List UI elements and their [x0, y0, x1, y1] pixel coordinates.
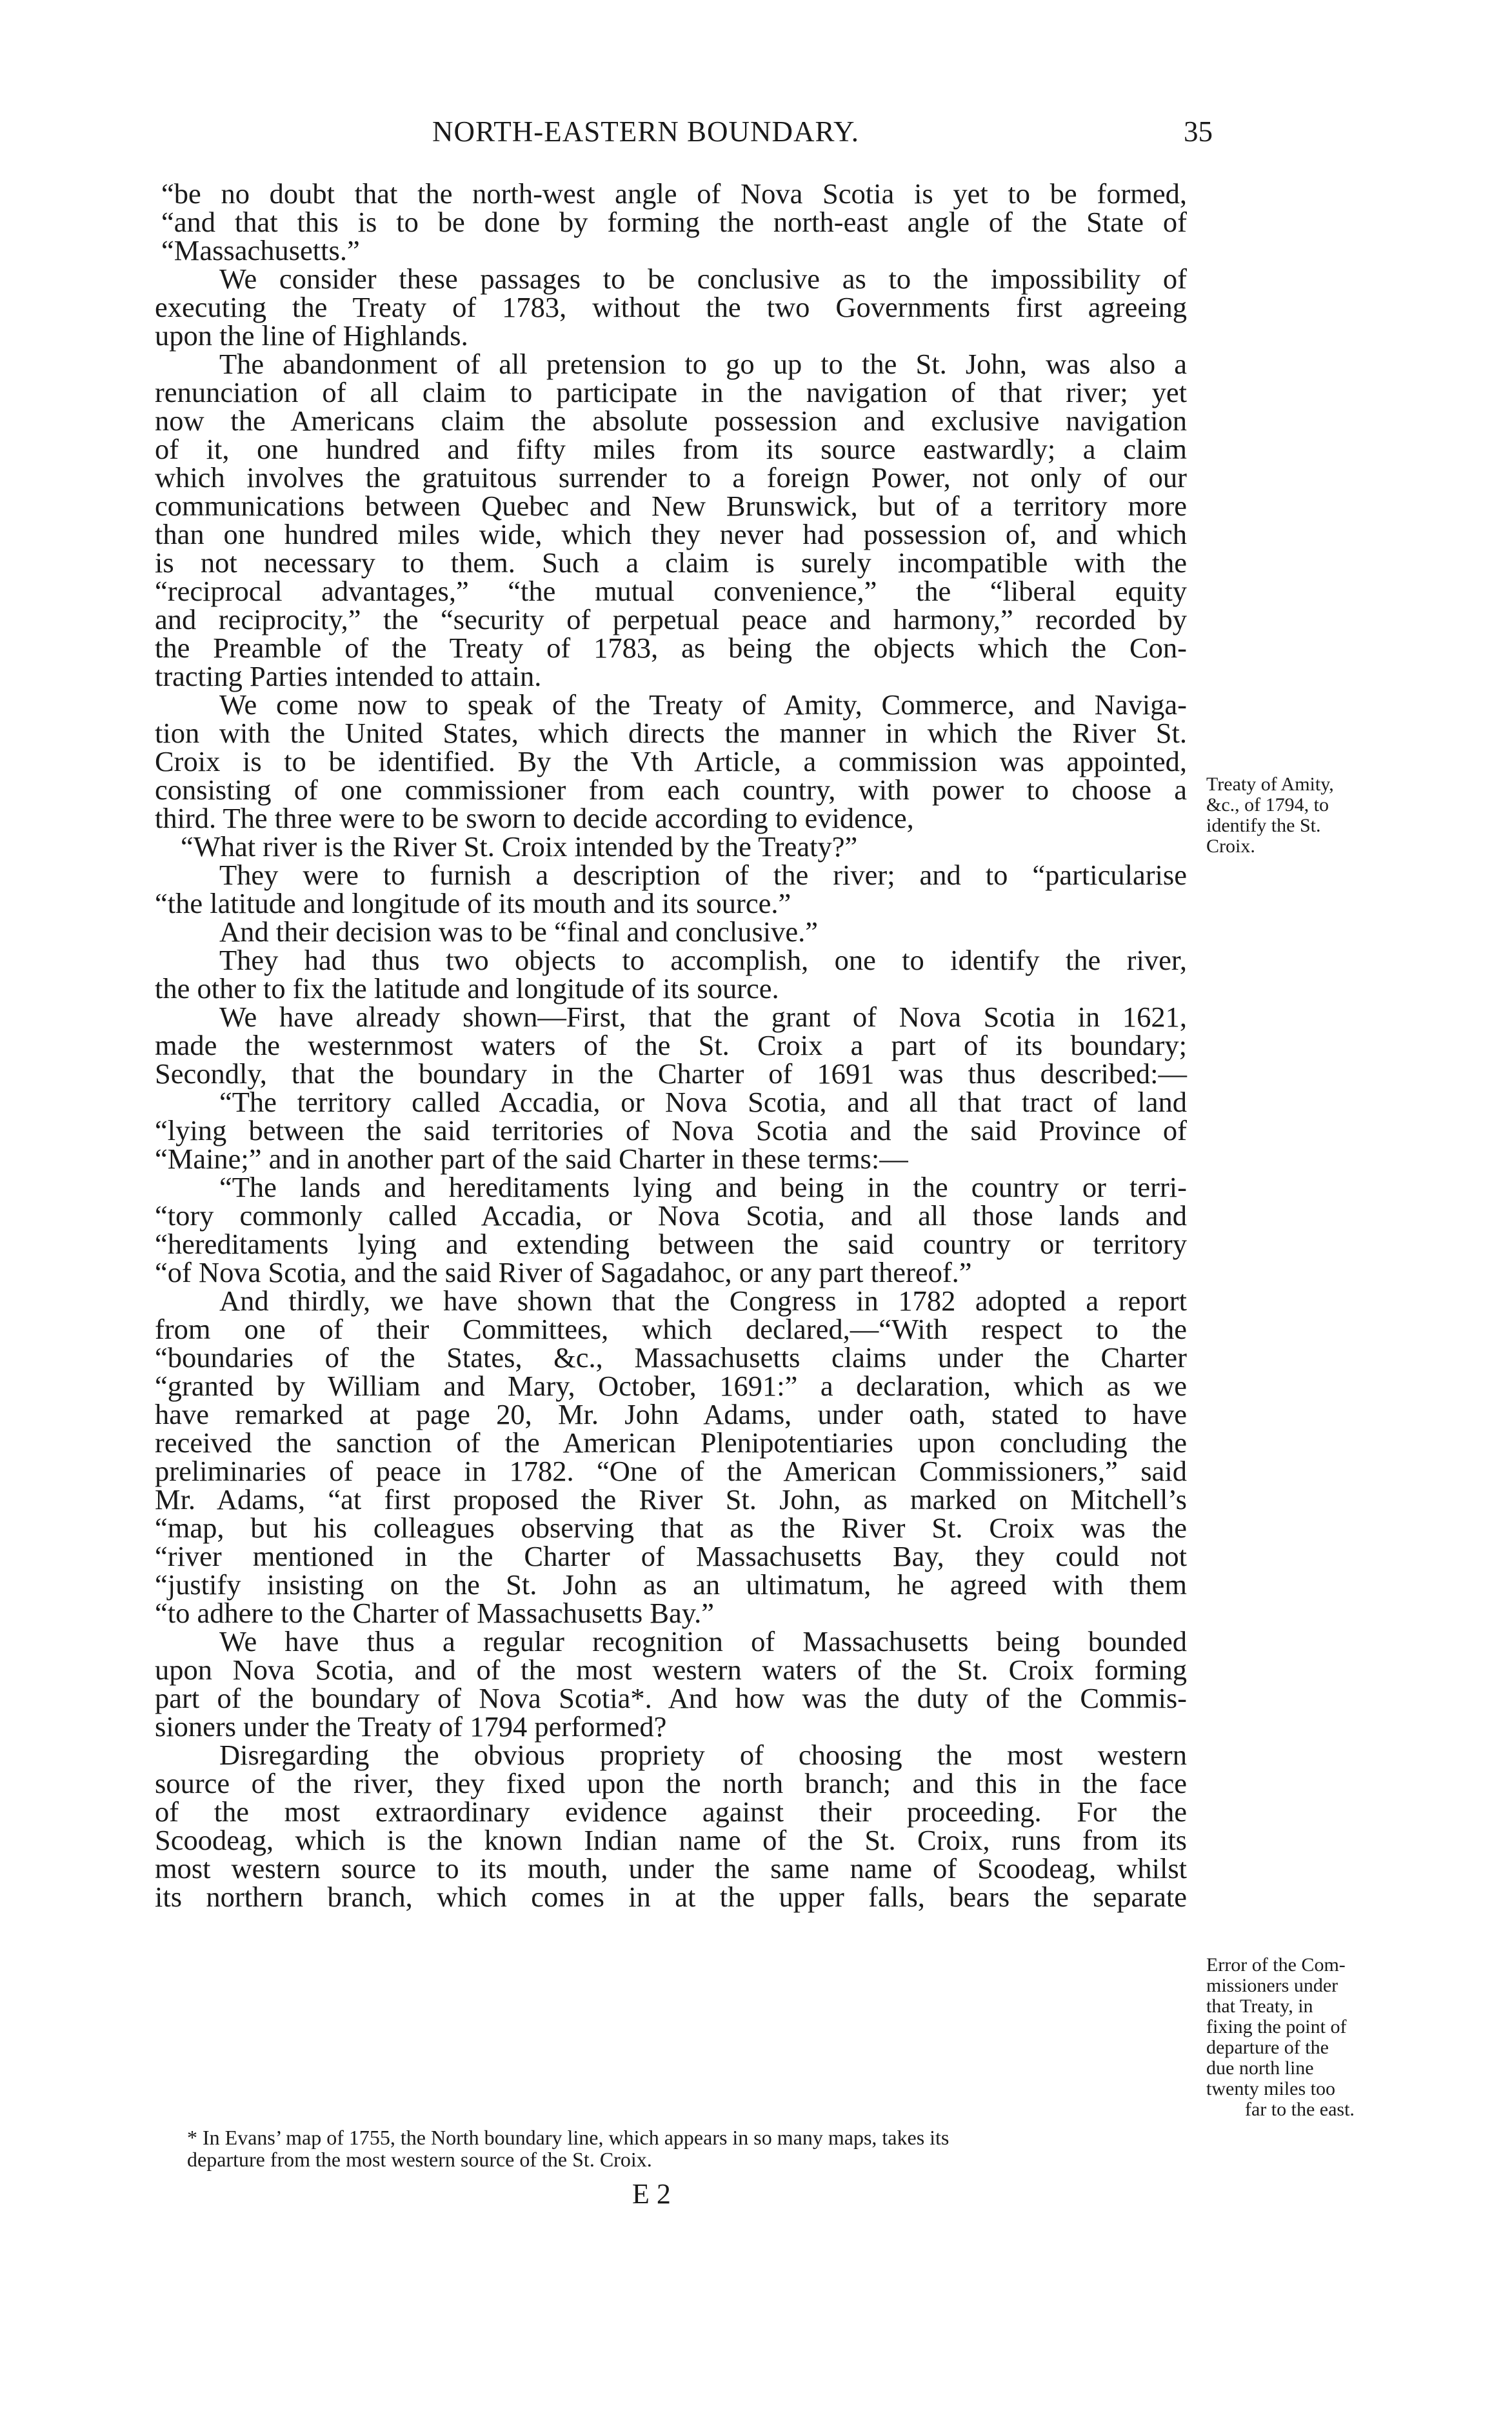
text-line: And thirdly, we have shown that the Congress in 1782 adopted a report — [219, 1285, 1187, 1317]
text-line: “hereditaments lying and extending between the said country or territory — [155, 1228, 1187, 1260]
text-line: tracting Parties intended to attain. — [155, 660, 542, 692]
signature-mark: E 2 — [632, 2178, 671, 2210]
footnote-line: * In Evans’ map of 1755, the North boundary line, which appears in so many maps, takes its — [187, 2126, 950, 2149]
footnote — [187, 2126, 1193, 2170]
text-line: the other to fix the latitude and longitude of its source. — [155, 972, 779, 1005]
margin-note-line: fixing the point of — [1206, 2016, 1347, 2037]
text-line: The abandonment of all pretension to go up to the St. John, was also a — [219, 348, 1187, 380]
text-line: They were to furnish a description of the river; and to “particularise — [219, 859, 1187, 891]
text-line: “river mentioned in the Charter of Massachusetts Bay, they could not — [155, 1540, 1187, 1572]
text-line: “The lands and hereditaments lying and being in the country or terri- — [219, 1171, 1187, 1203]
text-line: is not necessary to them. Such a claim is surely incompatible with the — [155, 546, 1187, 579]
page-header — [155, 115, 1213, 160]
text-line: We have thus a regular recognition of Massachusetts being bounded — [219, 1625, 1187, 1657]
margin-note-line: departure of the — [1206, 2037, 1329, 2058]
margin-note-treaty-of-amity — [1206, 774, 1438, 857]
text-line: its northern branch, which comes in at the upper falls, bears the separate — [155, 1881, 1187, 1913]
text-line: Disregarding the obvious propriety of choosing the most western — [219, 1739, 1187, 1771]
margin-note-line: twenty miles too — [1206, 2078, 1335, 2099]
text-line: renunciation of all claim to participate in the navigation of that river; yet — [155, 376, 1187, 408]
text-line: “of Nova Scotia, and the said River of Sagadahoc, or any part thereof.” — [155, 1256, 972, 1288]
text-line: “to adhere to the Charter of Massachusetts Bay.” — [155, 1597, 715, 1629]
text-line: Mr. Adams, “at first proposed the River St. John, as marked on Mitchell’s — [155, 1483, 1187, 1516]
margin-note-line: far to the east. — [1245, 2099, 1355, 2120]
text-line: We have already shown—First, that the grant of Nova Scotia in 1621, — [219, 1001, 1187, 1033]
text-line: the Preamble of the Treaty of 1783, as being the objects which the Con- — [155, 632, 1187, 664]
text-line: “justify insisting on the St. John as an ultimatum, he agreed with them — [155, 1568, 1187, 1601]
text-line: “Maine;” and in another part of the said Charter in these terms:— — [155, 1143, 908, 1175]
text-line: most western source to its mouth, under the same name of Scoodeag, whilst — [155, 1852, 1187, 1885]
text-line: Scoodeag, which is the known Indian name of the St. Croix, runs from its — [155, 1824, 1187, 1856]
margin-note-line: Croix. — [1206, 835, 1255, 857]
text-line: than one hundred miles wide, which they never had possession of, and which — [155, 518, 1187, 550]
text-line: We come now to speak of the Treaty of Amity, Commerce, and Naviga- — [219, 688, 1187, 721]
text-line: sioners under the Treaty of 1794 performed? — [155, 1710, 667, 1743]
margin-note-error-of-commissioners — [1206, 1955, 1438, 2120]
text-line: of the most extraordinary evidence against their proceeding. For the — [155, 1796, 1187, 1828]
text-line: “Massachusetts.” — [161, 234, 360, 266]
running-head: NORTH-EASTERN BOUNDARY. — [432, 115, 860, 148]
margin-note-line: identify the St. — [1206, 815, 1321, 836]
text-line: “map, but his colleagues observing that as the River St. Croix was the — [155, 1512, 1187, 1544]
text-line: “and that this is to be done by forming the north-east angle of the State of — [161, 206, 1187, 238]
text-line: “What river is the River St. Croix intended by the Treaty?” — [181, 830, 858, 863]
footnote-line: departure from the most western source of the St. Croix. — [187, 2148, 652, 2171]
text-line: “tory commonly called Accadia, or Nova Scotia, and all those lands and — [155, 1199, 1187, 1232]
margin-note-line: &c., of 1794, to — [1206, 794, 1329, 815]
text-line: Croix is to be identified. By the Vth Article, a commission was appointed, — [155, 745, 1187, 777]
text-line: “lying between the said territories of Nova Scotia and the said Province of — [155, 1114, 1187, 1146]
text-line: source of the river, they fixed upon the north branch; and this in the face — [155, 1767, 1187, 1799]
text-line: made the westernmost waters of the St. Croix a part of its boundary; — [155, 1029, 1187, 1061]
text-line: tion with the United States, which directs the manner in which the River St. — [155, 717, 1187, 749]
text-line: We consider these passages to be conclusive as to the impossibility of — [219, 263, 1187, 295]
text-line: They had thus two objects to accomplish, one to identify the river, — [219, 944, 1187, 976]
text-line: which involves the gratuitous surrender to a foreign Power, not only of our — [155, 461, 1187, 494]
text-line: of it, one hundred and fifty miles from its source eastwardly; a claim — [155, 433, 1187, 465]
text-line: preliminaries of peace in 1782. “One of the American Commissioners,” said — [155, 1455, 1187, 1487]
margin-note-line: due north line — [1206, 2057, 1314, 2079]
text-line: now the Americans claim the absolute possession and exclusive navigation — [155, 405, 1187, 437]
text-line: part of the boundary of Nova Scotia*. And how was the duty of the Commis- — [155, 1682, 1187, 1714]
text-line: “reciprocal advantages,” “the mutual convenience,” the “liberal equity — [155, 575, 1187, 607]
margin-note-line: missioners under — [1206, 1975, 1338, 1996]
body-text — [155, 179, 1187, 1911]
text-line: And their decision was to be “final and conclusive.” — [219, 915, 819, 948]
margin-note-line: Error of the Com- — [1206, 1954, 1346, 1976]
text-line: executing the Treaty of 1783, without the two Governments first agreeing — [155, 291, 1187, 323]
margin-note-line: Treaty of Amity, — [1206, 774, 1334, 795]
text-line: “be no doubt that the north-west angle of Nova Scotia is yet to be formed, — [161, 177, 1187, 210]
margin-note-line: that Treaty, in — [1206, 1996, 1313, 2017]
text-line: and reciprocity,” the “security of perpetual peace and harmony,” recorded by — [155, 603, 1187, 635]
text-line: communications between Quebec and New Brunswick, but of a territory more — [155, 490, 1187, 522]
text-line: “The territory called Accadia, or Nova Scotia, and all that tract of land — [219, 1086, 1187, 1118]
text-line: upon the line of Highlands. — [155, 319, 468, 352]
text-line: “boundaries of the States, &c., Massachusetts claims under the Charter — [155, 1341, 1187, 1374]
text-line: received the sanction of the American Plenipotentiaries upon concluding the — [155, 1426, 1187, 1459]
text-line: consisting of one commissioner from each country, with power to choose a — [155, 774, 1187, 806]
text-line: “granted by William and Mary, October, 1691:” a declaration, which as we — [155, 1370, 1187, 1402]
text-line: have remarked at page 20, Mr. John Adams, under oath, stated to have — [155, 1398, 1187, 1430]
text-line: “the latitude and longitude of its mouth and its source.” — [155, 887, 791, 919]
text-line: Secondly, that the boundary in the Charter of 1691 was thus described:— — [155, 1057, 1187, 1090]
text-line: upon Nova Scotia, and of the most western waters of the St. Croix forming — [155, 1654, 1187, 1686]
text-line: from one of their Committees, which declared,—“With respect to the — [155, 1313, 1187, 1345]
text-line: third. The three were to be sworn to decide according to evidence, — [155, 802, 914, 834]
page-number: 35 — [1184, 115, 1213, 148]
